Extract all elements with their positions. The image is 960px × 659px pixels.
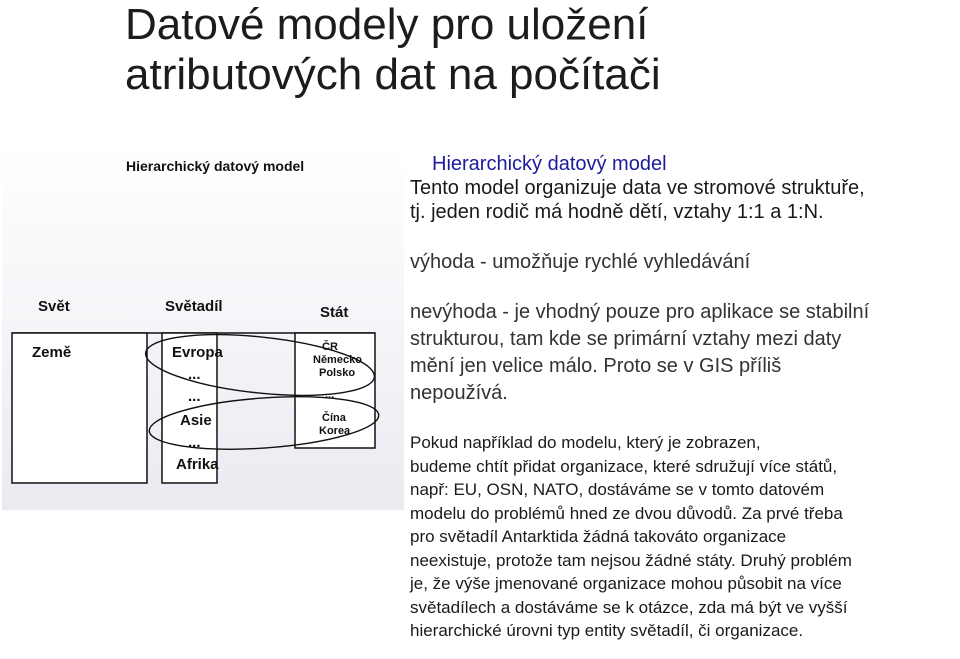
- state-item: Korea: [319, 425, 351, 437]
- advantage-text: výhoda - umožňuje rychlé vyhledávání: [410, 251, 751, 273]
- state-item: ČR: [322, 341, 338, 353]
- column-continent-label: Světadíl: [165, 298, 223, 315]
- continent-item: ...: [188, 434, 201, 451]
- world-item: Země: [32, 344, 72, 361]
- title-line-1: Datové modely pro uložení: [125, 0, 649, 49]
- example-line: modelu do problémů hned ze dvou důvodů. Za prvé třeba: [410, 503, 843, 523]
- example-line: pro světadíl Antarktida žádná takováto organizace: [410, 527, 787, 546]
- state-item: ...: [325, 389, 335, 401]
- diagram-header: Hierarchický datový model: [126, 158, 305, 174]
- section-heading: Hierarchický datový model: [432, 153, 667, 175]
- continent-item: Afrika: [176, 456, 219, 473]
- intro-line: tj. jeden rodič má hodně dětí, vztahy 1:1 a 1:N.: [410, 201, 824, 223]
- example-line: světadílech a dostáváme se k otázce, zda má být ve vyšší: [410, 597, 848, 617]
- continent-item: ...: [188, 388, 201, 405]
- state-item: Čína: [322, 412, 346, 424]
- column-state-label: Stát: [320, 304, 349, 321]
- title-line-2: atributových dat na počítači: [125, 50, 661, 99]
- example-paragraph: [410, 431, 958, 643]
- example-line: např: EU, OSN, NATO, dostáváme se v tomto datovém: [410, 480, 825, 499]
- page-title: [125, 0, 925, 100]
- disadvantage-paragraph: [410, 299, 958, 407]
- intro-line: Tento model organizuje data ve stromové struktuře,: [410, 177, 865, 199]
- state-item: Polsko: [319, 367, 356, 379]
- example-line: neexistuje, protože tam nejsou žádné státy. Druhý problém: [410, 550, 852, 570]
- example-line: hierarchické úrovni typ entity světadíl, či organizace.: [410, 621, 804, 640]
- content-panel: [410, 152, 958, 643]
- disadvantage-line: strukturou, tam kde se primární vztahy mezi daty: [410, 328, 842, 350]
- hierarchical-model-diagram: [2, 145, 404, 510]
- continent-item: Asie: [180, 412, 212, 429]
- disadvantage-line: mění jen velice málo. Proto se v GIS příliš: [410, 355, 782, 377]
- example-line: Pokud například do modelu, který je zobrazen,: [410, 433, 761, 452]
- disadvantage-line: nevýhoda - je vhodný pouze pro aplikace se stabilní: [410, 301, 870, 323]
- state-item: Německo: [313, 354, 362, 366]
- example-line: budeme chtít přidat organizace, které sdružují více států,: [410, 456, 838, 476]
- example-line: je, že výše jmenované organizace mohou působit na více: [410, 574, 842, 593]
- disadvantage-line: nepoužívá.: [410, 382, 508, 404]
- continent-item: Evropa: [172, 344, 223, 361]
- continent-item: ...: [188, 366, 201, 383]
- column-world-label: Svět: [38, 298, 70, 315]
